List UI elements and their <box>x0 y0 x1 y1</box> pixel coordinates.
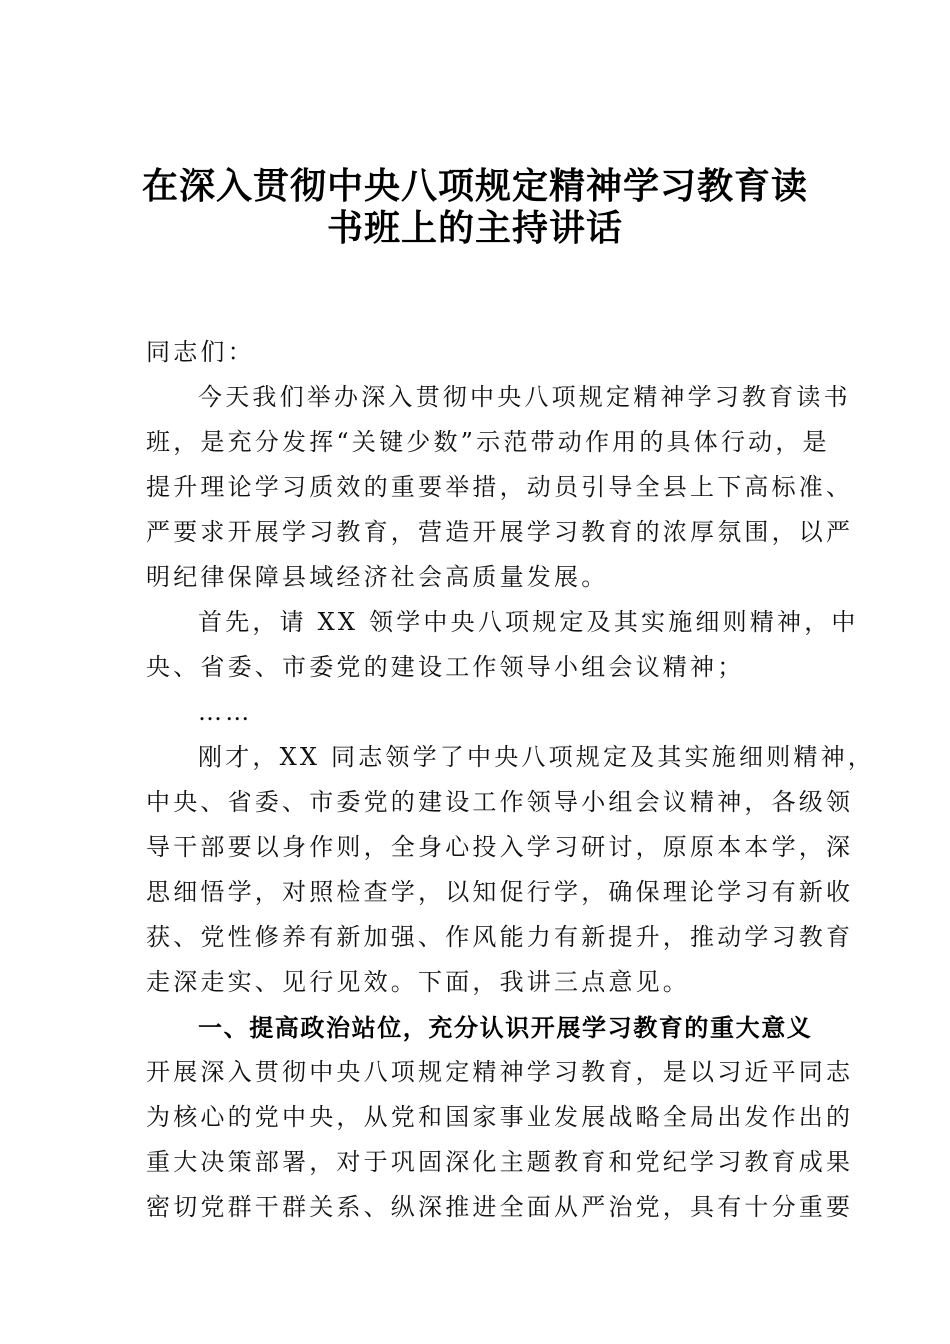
paragraph-4-line: 开展深入贯彻中央八项规定精神学习教育，是以习近平同志 <box>146 1058 854 1086</box>
paragraph-1-line: 班，是充分发挥“关键少数”示范带动作用的具体行动，是 <box>146 428 830 456</box>
paragraph-1-line: 提升理论学习质效的重要举措，动员引导全县上下高标准、 <box>146 473 854 501</box>
paragraph-3-line: 导干部要以身作则，全身心投入学习研讨，原原本本学，深 <box>146 833 854 861</box>
document-body <box>146 330 875 1230</box>
ellipsis: …… <box>198 698 253 726</box>
paragraph-3-line: 刚才，XX 同志领学了中央八项规定及其实施细则精神， <box>198 743 875 771</box>
paragraph-2-line: 央、省委、市委党的建设工作领导小组会议精神； <box>146 653 745 681</box>
paragraph-4-line: 密切党群干群关系、纵深推进全面从严治党，具有十分重要 <box>146 1193 854 1221</box>
document-title-line-1: 在深入贯彻中央八项规定精神学习教育读 <box>141 165 808 207</box>
paragraph-2-line: 首先，请 XX 领学中央八项规定及其实施细则精神，中 <box>198 608 859 636</box>
paragraph-3-line: 走深走实、见行见效。下面，我讲三点意见。 <box>146 968 690 996</box>
paragraph-1-line: 今天我们举办深入贯彻中央八项规定精神学习教育读书 <box>198 383 851 411</box>
section-1-heading: 一、提高政治站位，充分认识开展学习教育的重大意义 <box>198 1013 813 1042</box>
salutation: 同志们： <box>146 338 255 366</box>
document-title-line-2: 书班上的主持讲话 <box>326 207 623 249</box>
paragraph-1-line: 明纪律保障县域经济社会高质量发展。 <box>146 563 609 591</box>
paragraph-3-line: 中央、省委、市委党的建设工作领导小组会议精神，各级领 <box>146 788 854 816</box>
paragraph-4-line: 为核心的党中央，从党和国家事业发展战略全局出发作出的 <box>146 1103 854 1131</box>
paragraph-3-line: 获、党性修养有新加强、作风能力有新提升，推动学习教育 <box>146 923 854 951</box>
paragraph-3-line: 思细悟学，对照检查学，以知促行学，确保理论学习有新收 <box>146 878 854 906</box>
paragraph-4-line: 重大决策部署，对于巩固深化主题教育和党纪学习教育成果 <box>146 1148 854 1176</box>
paragraph-1-line: 严要求开展学习教育，营造开展学习教育的浓厚氛围，以严 <box>146 518 854 546</box>
